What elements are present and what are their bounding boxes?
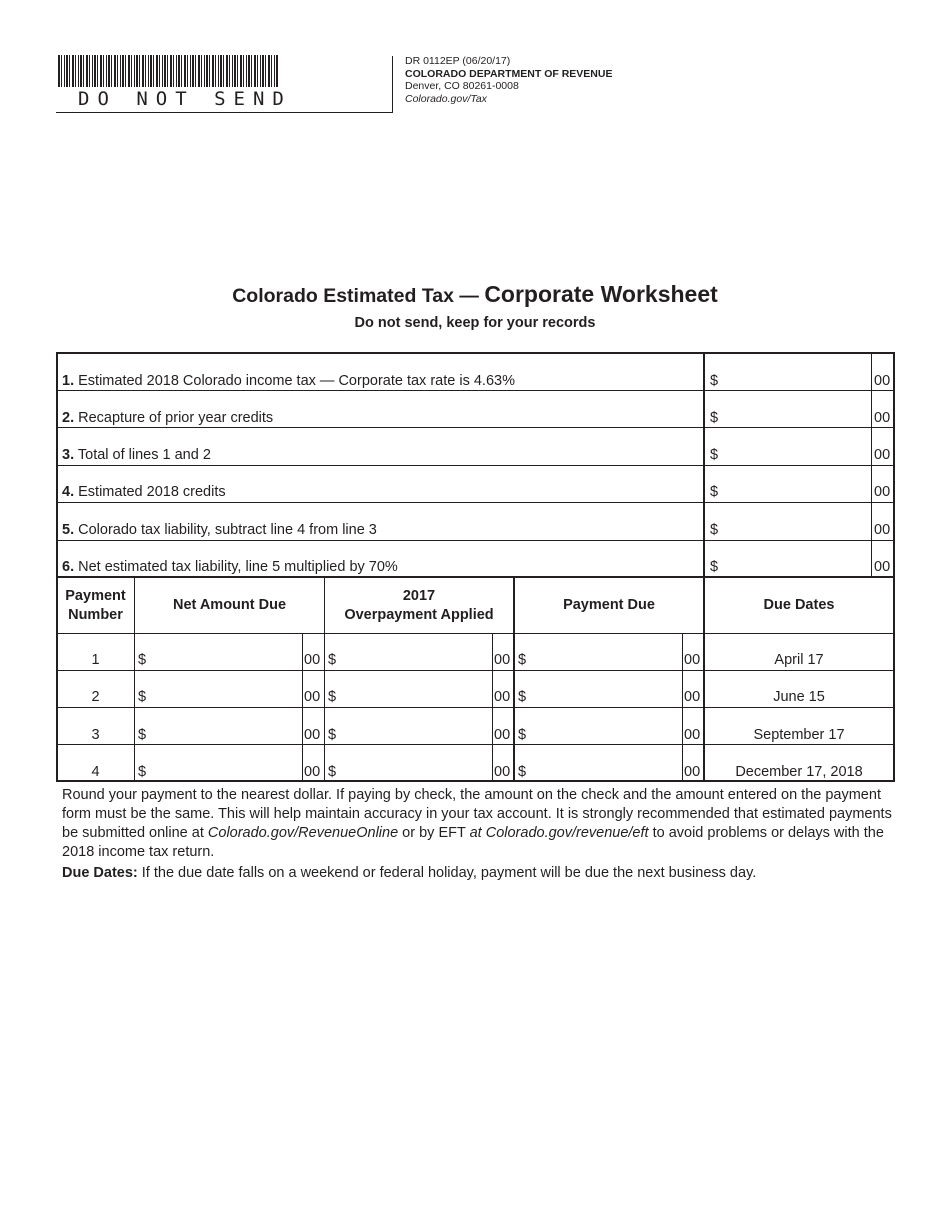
- cents-label: 00: [874, 410, 891, 426]
- row-divider: [56, 744, 895, 745]
- line-label: [62, 447, 211, 463]
- line-number: 2.: [62, 410, 75, 426]
- table-border-right: [893, 352, 895, 782]
- due-date: June 15: [773, 689, 825, 705]
- row-divider: [56, 633, 895, 634]
- cents-label: 00: [494, 689, 511, 705]
- page-title: [0, 281, 950, 308]
- overpayment-input[interactable]: [338, 746, 491, 780]
- payment-due-input[interactable]: [528, 746, 681, 780]
- line-label: [62, 559, 398, 575]
- payment-number: 3: [91, 727, 100, 743]
- note-text: to avoid problems or delays with the 2018 income tax return.: [62, 825, 884, 860]
- form-info-block: [405, 55, 612, 105]
- cents-label: 00: [684, 727, 701, 743]
- line-text: Recapture of prior year credits: [78, 410, 274, 426]
- header-overpayment-year: 2017: [402, 587, 436, 604]
- line-label: [62, 484, 226, 500]
- overpayment-input[interactable]: [338, 635, 491, 669]
- line-number: 1.: [62, 373, 75, 389]
- table-border-top: [56, 352, 895, 354]
- dollar-sign: $: [710, 447, 719, 463]
- line-number: 4.: [62, 484, 75, 500]
- dollar-sign: $: [710, 373, 719, 389]
- dollar-sign: $: [138, 727, 147, 743]
- dollar-sign: $: [518, 764, 527, 780]
- cents-column-divider: [302, 633, 303, 781]
- header-payment-number: Payment Number: [65, 587, 126, 623]
- cents-label: 00: [874, 559, 891, 575]
- line-3-amount-input[interactable]: [722, 429, 870, 464]
- payment-number: 4: [91, 764, 100, 780]
- line-label: [62, 522, 377, 538]
- department-name: COLORADO DEPARTMENT OF REVENUE: [405, 67, 613, 80]
- overpayment-input[interactable]: [338, 709, 491, 743]
- header-payment-due: Payment Due: [563, 597, 655, 613]
- dollar-sign: $: [518, 652, 527, 668]
- cents-label: 00: [874, 522, 891, 538]
- line-text: Colorado tax liability, subtract line 4 from line 3: [78, 522, 377, 538]
- line-2-amount-input[interactable]: [722, 392, 870, 426]
- title-part-1: Colorado Estimated Tax —: [232, 285, 485, 307]
- table-border-left: [56, 352, 58, 782]
- row-divider: [56, 707, 895, 708]
- payment-due-input[interactable]: [528, 709, 681, 743]
- line-text: Total of lines 1 and 2: [77, 447, 211, 463]
- form-number: DR 0112EP (06/20/17): [405, 55, 511, 67]
- cents-label: 00: [684, 764, 701, 780]
- header-divider-vertical: [392, 56, 393, 113]
- dollar-sign: $: [138, 689, 147, 705]
- amount-column-divider: [703, 352, 705, 782]
- dollar-sign: $: [710, 559, 719, 575]
- dollar-sign: $: [328, 727, 337, 743]
- dollar-sign: $: [328, 764, 337, 780]
- note-text: or by EFT: [398, 825, 470, 841]
- due-dates-text: If the due date falls on a weekend or federal holiday, payment will be due the next business day.: [137, 865, 757, 881]
- cents-label: 00: [874, 484, 891, 500]
- cents-label: 00: [494, 727, 511, 743]
- due-date: April 17: [774, 652, 824, 668]
- dollar-sign: $: [328, 689, 337, 705]
- header-net-amount-due: Net Amount Due: [172, 597, 287, 613]
- cents-label: 00: [304, 764, 321, 780]
- eft-link[interactable]: at Colorado.gov/revenue/eft: [469, 825, 649, 841]
- line-number: 3.: [62, 447, 75, 463]
- line-text: Estimated 2018 Colorado income tax — Corporate tax rate is 4.63%: [78, 373, 515, 389]
- dollar-sign: $: [138, 764, 147, 780]
- net-amount-input[interactable]: [148, 709, 301, 743]
- cents-label: 00: [874, 447, 891, 463]
- dollar-sign: $: [710, 522, 719, 538]
- header-overpayment-applied: [325, 578, 513, 633]
- do-not-send-label: DO NOT SEND: [78, 88, 292, 110]
- barcode-image: [58, 55, 278, 87]
- cents-label: 00: [684, 689, 701, 705]
- line-number: 5.: [62, 522, 75, 538]
- payment-number: 2: [91, 689, 100, 705]
- row-divider: [56, 390, 895, 391]
- due-date: December 17, 2018: [735, 764, 863, 780]
- header-divider-horizontal: [56, 112, 393, 113]
- dollar-sign: $: [710, 410, 719, 426]
- department-website: Colorado.gov/Tax: [405, 92, 487, 105]
- cents-label: 00: [304, 727, 321, 743]
- payment-number: 1: [91, 652, 100, 668]
- payment-due-input[interactable]: [528, 635, 681, 669]
- table-border-bottom: [56, 780, 895, 782]
- header-overpayment-label: Overpayment Applied: [344, 606, 494, 623]
- revenue-online-link[interactable]: Colorado.gov/RevenueOnline: [207, 825, 399, 841]
- cents-label: 00: [304, 652, 321, 668]
- rounding-note: [62, 786, 892, 862]
- cents-label: 00: [494, 652, 511, 668]
- dollar-sign: $: [710, 484, 719, 500]
- net-amount-input[interactable]: [148, 672, 301, 706]
- row-divider: [56, 670, 895, 671]
- cents-label: 00: [304, 689, 321, 705]
- line-label: [62, 410, 273, 426]
- row-divider: [56, 465, 895, 466]
- payment-due-input[interactable]: [528, 672, 681, 706]
- line-4-amount-input[interactable]: [722, 467, 870, 501]
- row-divider: [56, 502, 895, 503]
- due-dates-note: [62, 864, 892, 883]
- dollar-sign: $: [518, 727, 527, 743]
- dollar-sign: $: [138, 652, 147, 668]
- line-label: [62, 373, 515, 389]
- cents-label: 00: [684, 652, 701, 668]
- line-text: Net estimated tax liability, line 5 multiplied by 70%: [78, 559, 398, 575]
- department-address: Denver, CO 80261-0008: [405, 80, 519, 92]
- row-divider: [56, 540, 895, 541]
- line-number: 6.: [62, 559, 75, 575]
- due-dates-label: Due Dates:: [62, 865, 138, 881]
- net-amount-input[interactable]: [148, 746, 301, 780]
- overpayment-input[interactable]: [338, 672, 491, 706]
- header-due-dates: Due Dates: [763, 597, 835, 613]
- cents-label: 00: [494, 764, 511, 780]
- line-5-amount-input[interactable]: [722, 504, 870, 539]
- line-1-amount-input[interactable]: [722, 355, 870, 389]
- due-date: September 17: [753, 727, 845, 743]
- cents-column-divider: [682, 633, 683, 781]
- cents-column-divider: [492, 633, 493, 781]
- row-divider: [56, 427, 895, 428]
- cents-column-divider: [871, 352, 872, 577]
- net-amount-input[interactable]: [148, 635, 301, 669]
- page-subtitle: Do not send, keep for your records: [354, 315, 596, 331]
- dollar-sign: $: [328, 652, 337, 668]
- title-part-2: Corporate Worksheet: [484, 281, 718, 307]
- note-text: Round your payment to the nearest dollar. If paying by check, the amount on the check and the amount entered on the payment form must be the same. This will help maintain accuracy in your tax account. It is strongly recommended that estimated payments be submitted online at: [62, 787, 892, 841]
- line-text: Estimated 2018 credits: [78, 484, 226, 500]
- line-6-amount-input[interactable]: [722, 542, 870, 576]
- dollar-sign: $: [518, 689, 527, 705]
- cents-label: 00: [874, 373, 891, 389]
